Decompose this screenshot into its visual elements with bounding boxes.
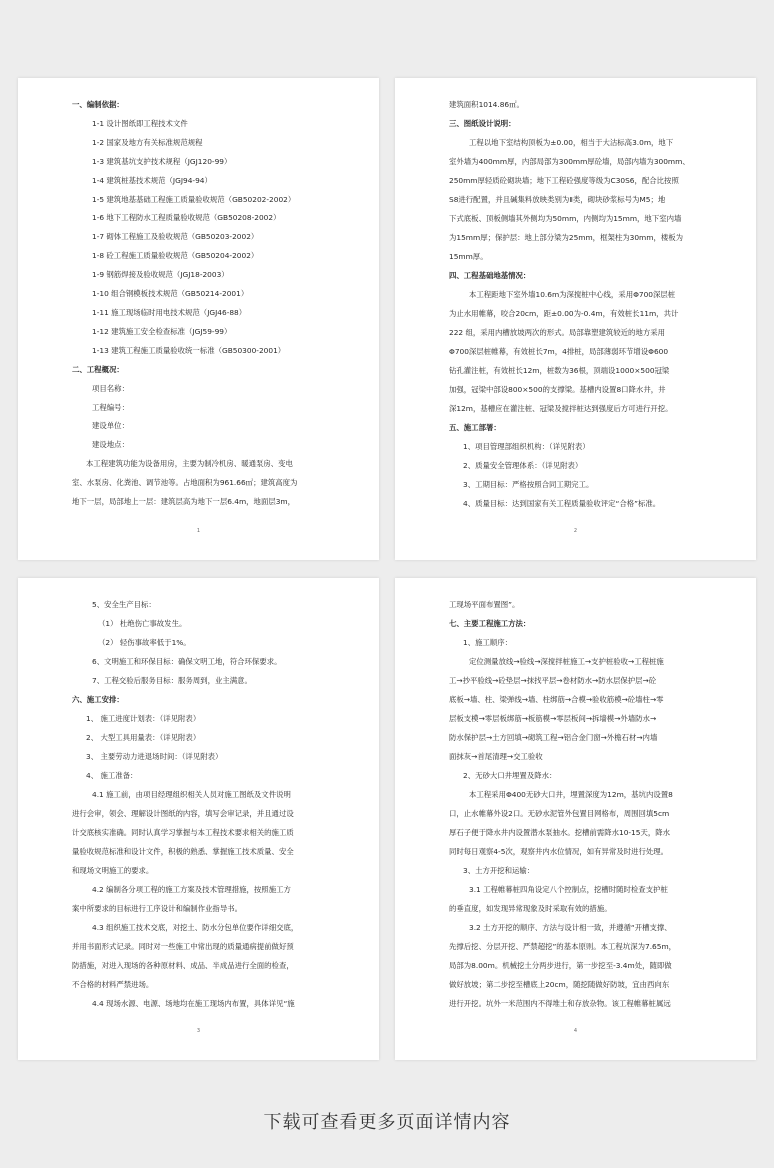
- page-number: 4: [573, 1028, 578, 1034]
- text-line: 222 组，采用内槽放坡两次的形式。局部靠塑建筑较近的地方采用: [449, 328, 666, 337]
- text-line: 并用书面形式记录。同时对一些施工中常出现的质量通病提前做好预: [72, 942, 294, 951]
- document-page-2: [395, 78, 756, 560]
- text-line: 1-2 国家及地方有关标准规范规程: [92, 137, 203, 147]
- text-line: 1-5 建筑地基基础工程施工质量验收规范（GB50202-2002）: [92, 194, 296, 204]
- text-line: 下式底板、顶板侧墙其外侧均为50mm，内侧均为15mm，地下室内墙: [449, 214, 682, 223]
- text-line: （2） 轻伤事故率低于1%。: [98, 638, 191, 647]
- text-line: 1、 施工进度计划表：（详见附表）: [86, 714, 201, 723]
- text-line: 为止水用帷幕，咬合20cm，距±0.00为-0.4m，有效桩长11m，共计: [449, 309, 679, 318]
- text-line: 1-1 设计图纸即工程技术文件: [92, 118, 188, 128]
- text-line: 本工程采用Φ400无砂大口井，埋置深度为12m，基坑内设置8: [469, 790, 673, 799]
- text-line: 1-10 组合钢模板技术规范（GB50214-2001）: [92, 289, 249, 299]
- text-line: 的垂直度，如发现异常现象及时采取有效的措施。: [449, 904, 612, 913]
- text-line: 口，止水帷幕外设2口。无砂水泥管外包置目网格布，周围回填5cm: [449, 809, 670, 818]
- text-line: 本工程距地下室外墙10.6m为深搅桩中心线，采用Φ700深层桩: [469, 290, 676, 299]
- section-heading: 六、施工安排：: [72, 695, 124, 704]
- page-number: 2: [573, 528, 578, 534]
- text-line: Φ700深层桩帷幕，有效桩长7m，4排桩，局部薄弱环节增设Φ600: [449, 347, 669, 356]
- text-line: 1-12 建筑施工安全检查标准（JGJ59-99）: [92, 326, 232, 336]
- text-line: 1-7 砌体工程施工及验收规范（GB50203-2002）: [92, 232, 259, 242]
- page-number: 3: [196, 1028, 201, 1034]
- text-line: 建设地点：: [92, 440, 129, 450]
- text-line: 防水保护层→土方回填→砌筑工程→铝合金门窗→外檐石材→内墙: [449, 733, 658, 742]
- text-line: 1-3 建筑基坑支护技术规程（JGJ120-99）: [92, 156, 232, 166]
- text-line: 4、 施工准备：: [86, 771, 138, 780]
- text-line: 4、质量目标：达到国家有关工程质量验收评定“合格”标准。: [463, 499, 661, 508]
- text-line: 1-6 地下工程防水工程质量验收规范（GB50208-2002）: [92, 213, 281, 223]
- text-line: 防措施，对进入现场的各种原材料、成品、半成品进行全面的检查，: [72, 961, 294, 970]
- text-line: 1、项目管理部组织机构：（详见附表）: [463, 442, 590, 451]
- text-line: 250mm厚轻质砼砌块墙；地下工程砼强度等级为C30S6，配合比按照: [449, 176, 679, 185]
- section-heading: 七、主要工程施工方法：: [449, 619, 531, 628]
- text-line: 计交底核实准确。同时认真学习掌握与本工程技术要求相关的施工质: [72, 828, 294, 837]
- text-line: 4.3 组织施工技术交底，对挖土、防水分包单位要作详细交底，: [92, 923, 299, 932]
- page-content: [449, 95, 722, 513]
- text-line: 建筑面积1014.86㎡。: [449, 100, 524, 109]
- text-line: 4.4 现场水源、电源、场地均在施工现场内布置，具体详见“施: [92, 999, 295, 1008]
- section-heading: 五、施工部署：: [449, 423, 501, 432]
- text-line: 本工程建筑功能为设备用房，主要为制冷机房、暖通泵房、变电: [86, 459, 293, 469]
- text-line: 不合格的材料严禁进场。: [72, 980, 154, 989]
- text-line: 1-9 钢筋焊接及验收规范（JGJ18-2003）: [92, 270, 229, 280]
- text-line: 1-11 施工现场临时用电技术规范（JGJ46-88）: [92, 307, 247, 317]
- text-line: 6、文明施工和环保目标：确保文明工地，符合环保要求。: [92, 657, 282, 666]
- document-page-4: [395, 578, 756, 1060]
- text-line: 室外墙为400mm厚，内部局部为300mm厚砼墙，局部内墙为300mm、: [449, 157, 690, 166]
- page-content: [72, 595, 345, 1013]
- text-line: 1-8 砼工程施工质量验收规范（GB50204-2002）: [92, 251, 259, 261]
- text-line: 工程以地下室结构顶板为±0.00，相当于大沽标高3.0m，地下: [469, 138, 674, 147]
- text-line: 地下一层，局部地上一层：建筑层高为地下一层6.4m，地面层3m，: [72, 497, 296, 507]
- section-heading: 三、图纸设计说明：: [449, 119, 516, 128]
- text-line: 进行开挖。坑外一米范围内不得堆土和存放杂物。该工程帷幕桩属远: [449, 999, 671, 1008]
- text-line: 1-4 建筑桩基技术规范（JGJ94-94）: [92, 175, 212, 185]
- text-line: 2、 大型工具用量表：（详见附表）: [86, 733, 201, 742]
- text-line: 4.2 编制各分项工程的施工方案及技术管理措施，按照施工方: [92, 885, 291, 894]
- text-line: 案中所要求的目标进行工序设计和编制作业指导书。: [72, 904, 242, 913]
- text-line: 15mm厚。: [449, 252, 488, 261]
- text-line: 量验收规范标准和设计文件，积极的熟悉、掌握施工技术质量、安全: [72, 847, 294, 856]
- text-line: 3、工期目标：严格按照合同工期完工。: [463, 480, 594, 489]
- text-line: 1-13 建筑工程施工质量验收统一标准（GB50300-2001）: [92, 345, 286, 355]
- text-line: 为15mm厚；保护层：地上部分梁为25mm，框架柱为30mm，楼板为: [449, 233, 684, 242]
- text-line: 深12m，基槽应在灌注桩、冠梁及搅拌桩达到强度后方可进行开挖。: [449, 404, 673, 413]
- text-line: 局部为8.00m。机械挖土分两步进行，第一步挖至-3.4m处，随即做: [449, 961, 672, 970]
- page-content: [72, 96, 345, 512]
- text-line: 2、质量安全管理体系：（详见附表）: [463, 461, 583, 470]
- text-line: 加强，冠梁中部设800×500的支撑梁。基槽内设置8口降水井，井: [449, 385, 666, 394]
- text-line: 和现场文明施工的要求。: [72, 866, 154, 875]
- text-line: 底板→墙、柱、梁弹线→墙、柱绑筋→合模→验收筋模→砼墙柱→零: [449, 695, 664, 704]
- document-page-1: [18, 78, 379, 560]
- text-line: 进行会审，领会、理解设计图纸的内容，填写会审记录，并且通过设: [72, 809, 294, 818]
- text-line: 定位测量放线→验线→深搅拌桩施工→支护桩验收→工程桩施: [469, 657, 664, 666]
- text-line: 工→抄平验线→砼垫层→抹找平层→卷材防水→防水层保护层→砼: [449, 676, 657, 685]
- text-line: 层板支模→零层板绑筋→板筋模→零层板间→拆墙模→外墙防水→: [449, 714, 657, 723]
- text-line: 先撑后挖、分层开挖、严禁超挖”的基本原则。本工程坑深为7.65m，: [449, 942, 677, 951]
- text-line: S8进行配置，并且碱集料放映类别为Ⅱ类，砌块砂浆标号为M5；地: [449, 195, 666, 204]
- text-line: 建设单位：: [92, 421, 129, 431]
- section-heading: 四、工程基础地基情况：: [449, 271, 531, 280]
- document-page-3: [18, 578, 379, 1060]
- page-number: 1: [196, 528, 201, 534]
- text-line: 2、无砂大口井埋置及降水：: [463, 771, 557, 780]
- text-line: 项目名称：: [92, 383, 129, 393]
- text-line: 7、工程交验后服务目标：服务周到，业主满意。: [92, 676, 252, 685]
- text-line: （1） 杜绝伤亡事故发生。: [98, 619, 187, 628]
- text-line: 3.2 土方开挖的顺序、方法与设计相一致，并遵循“开槽支撑、: [469, 923, 672, 932]
- text-line: 做好放坡；第二步挖至槽底上20cm，随挖随做好防坡，宜由西向东: [449, 980, 670, 989]
- text-line: 3、 主要劳动力进退场时间：（详见附表）: [86, 752, 223, 761]
- text-line: 同时每日观察4-5次，观察井内水位情况，如有异常及时进行处理。: [449, 847, 669, 856]
- text-line: 5、安全生产目标：: [92, 600, 156, 609]
- page-content: [449, 595, 722, 1013]
- section-heading: 二、工程概况：: [72, 364, 124, 374]
- text-line: 4.1 施工前，由项目经理组织相关人员对施工图纸及文件说明: [92, 790, 291, 799]
- text-line: 面抹灰→首尾清理→交工验收: [449, 752, 543, 761]
- text-line: 钻孔灌注桩，有效桩长12m，桩数为36根，顶端设1000×500冠梁: [449, 366, 670, 375]
- text-line: 工程编号：: [92, 402, 129, 412]
- download-more-banner[interactable]: 下载可查看更多页面详情内容: [263, 1112, 511, 1133]
- text-line: 3.1 工程帷幕桩四角设定八个控制点，挖槽时随时检查支护桩: [469, 885, 668, 894]
- text-line: 1、施工顺序：: [463, 638, 513, 647]
- text-line: 室、水泵房、化粪池、调节池等。占地面积为961.66㎡；建筑高度为: [72, 478, 298, 488]
- section-heading: 一、编制依据：: [72, 100, 124, 109]
- text-line: 工现场平面布置图”。: [449, 600, 520, 609]
- text-line: 3、土方开挖和运输：: [463, 866, 535, 875]
- text-line: 厚石子便于降水井内设置潜水泵抽水。挖槽前需降水10-15天，降水: [449, 828, 671, 837]
